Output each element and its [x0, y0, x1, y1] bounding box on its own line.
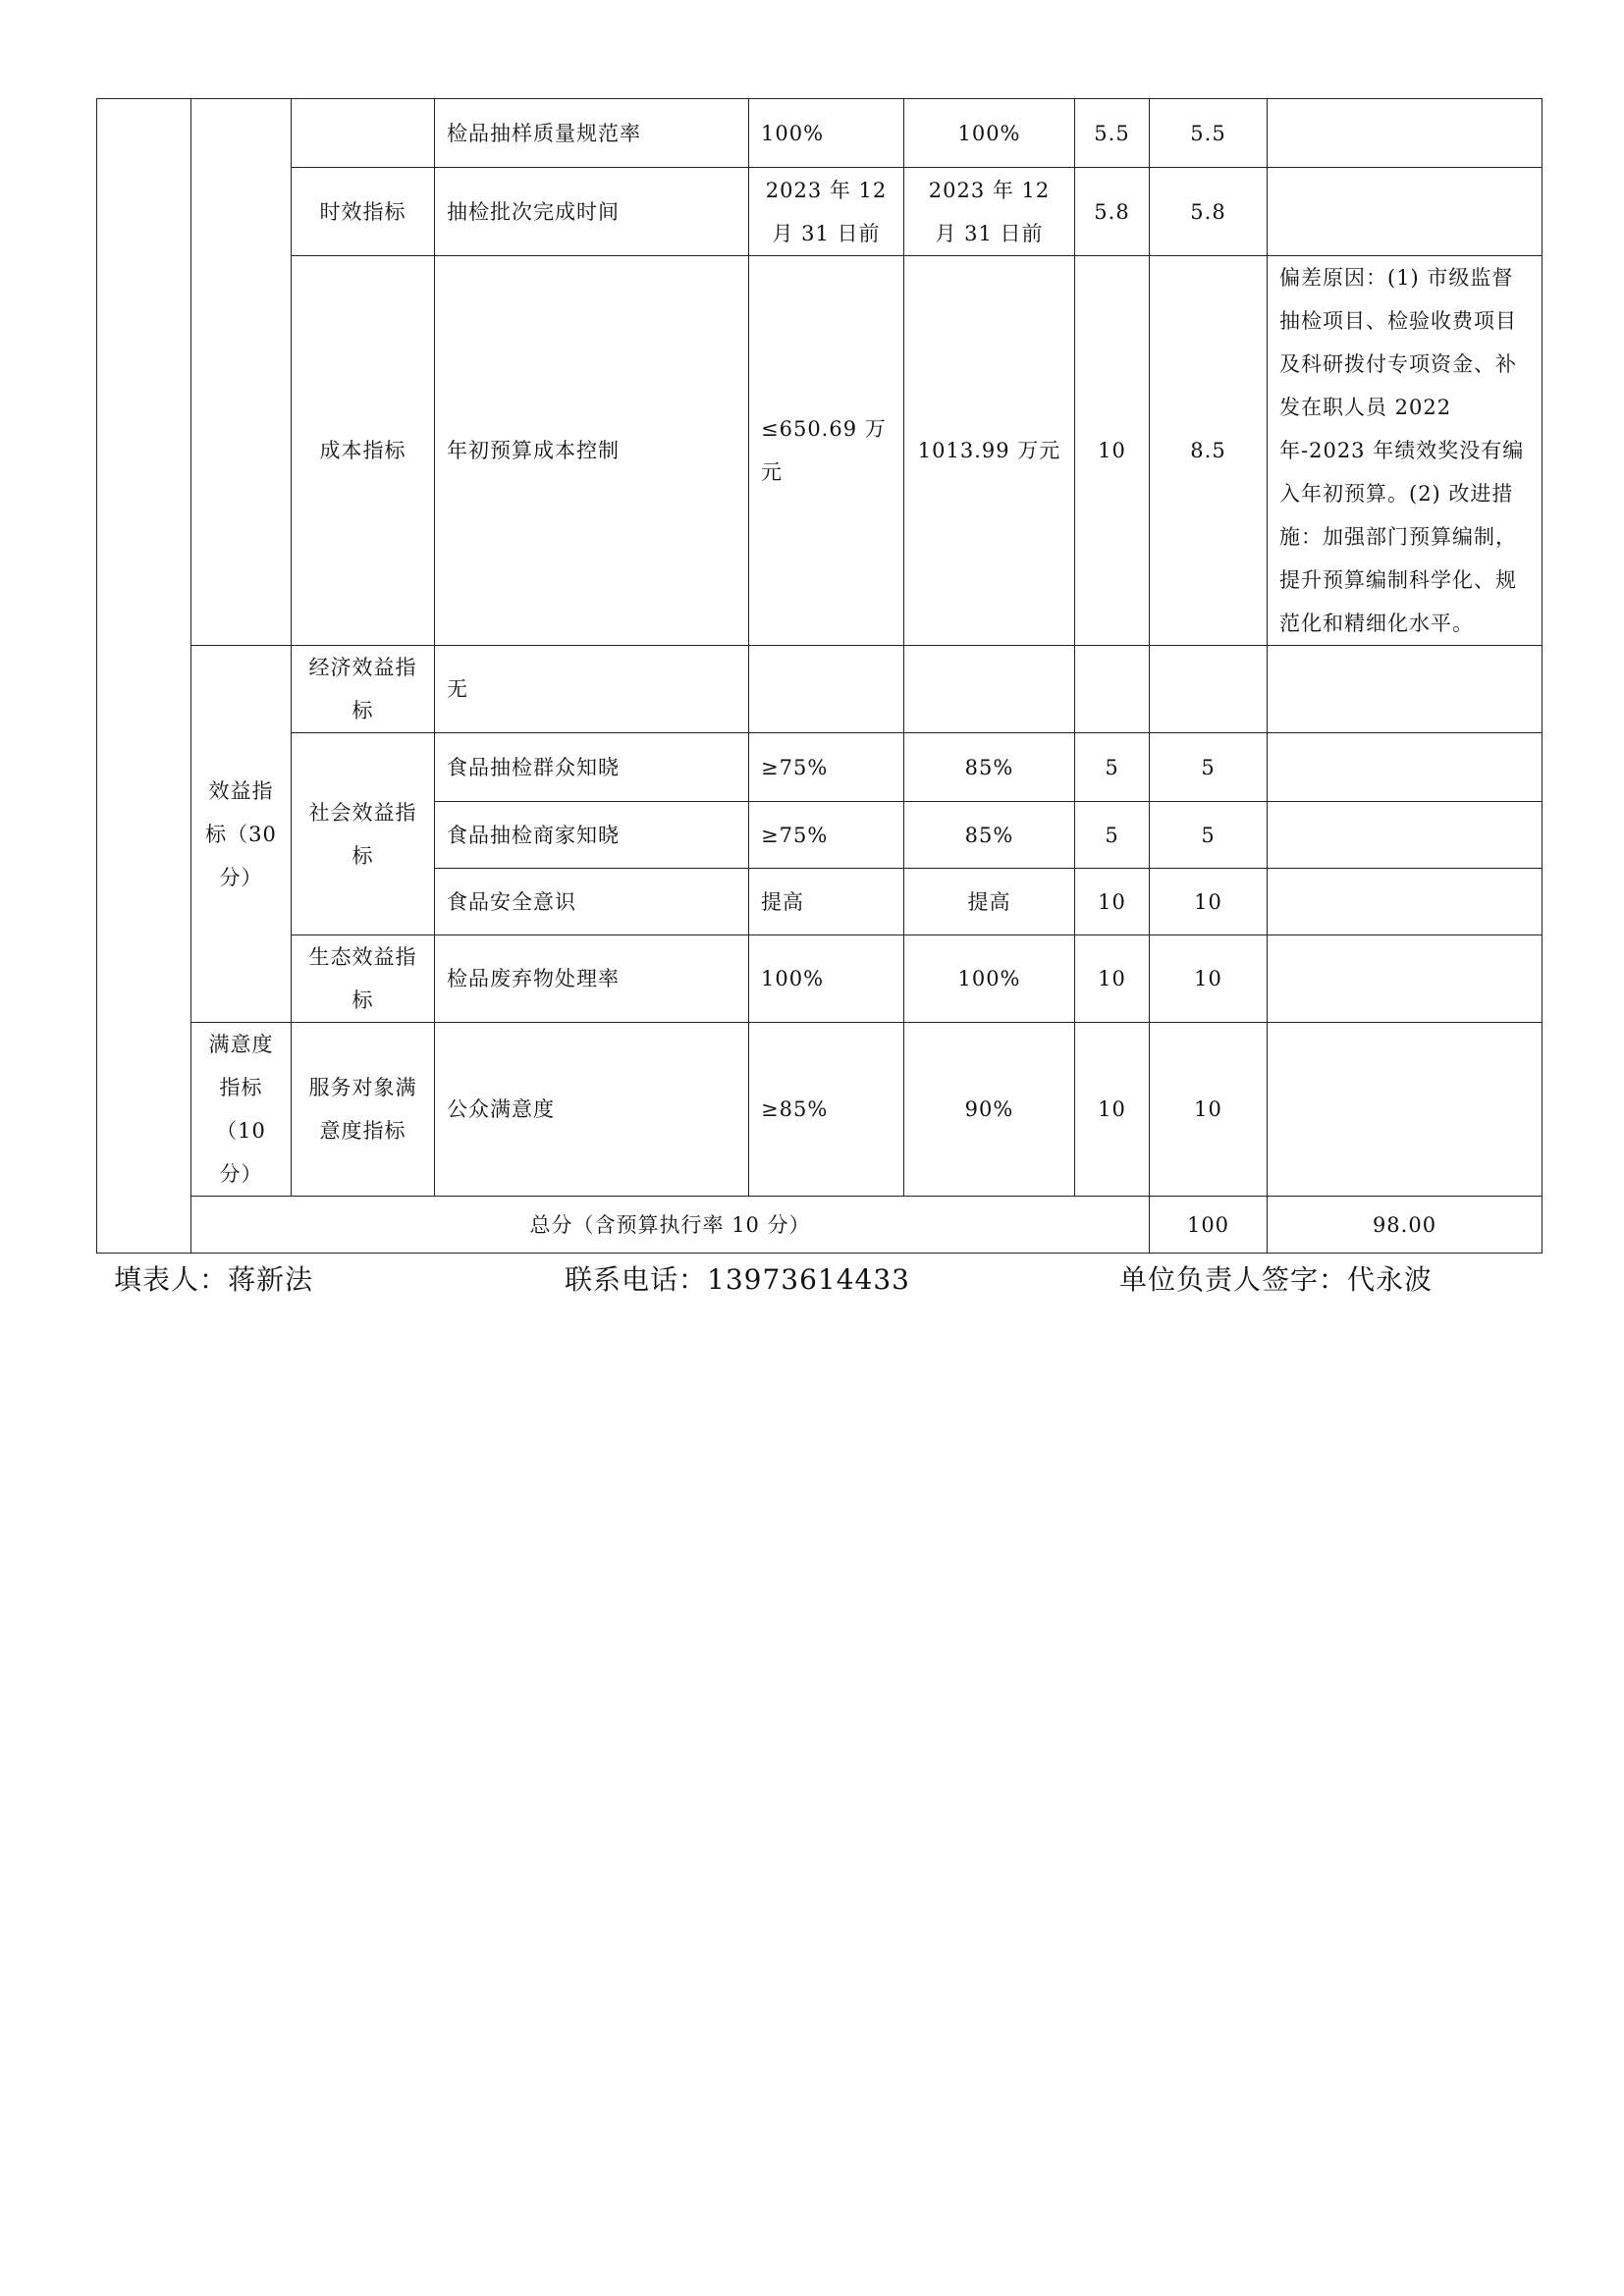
indicator-cell: 年初预算成本控制 — [435, 256, 749, 646]
table-row — [97, 99, 1543, 168]
note-cell — [1268, 646, 1543, 733]
sub-category-cell — [292, 99, 435, 168]
note-cell — [1268, 733, 1543, 802]
table-row — [97, 935, 1543, 1023]
sub-category-cell: 成本指标 — [292, 256, 435, 646]
contact-phone: 联系电话：13973614433 — [565, 1263, 910, 1296]
output-group-cell — [191, 99, 292, 646]
table-row — [97, 646, 1543, 733]
actual-cell: 2023 年 12 月 31 日前 — [904, 168, 1075, 256]
weight-cell: 10 — [1075, 935, 1150, 1023]
target-cell: ≥75% — [749, 733, 904, 802]
table-row — [97, 256, 1543, 646]
score-cell: 5.8 — [1150, 168, 1268, 256]
sub-category-cell: 社会效益指标 — [292, 733, 435, 935]
target-cell: ≤650.69 万元 — [749, 256, 904, 646]
table-row — [97, 1023, 1543, 1197]
indicator-cell: 无 — [435, 646, 749, 733]
weight-cell: 5 — [1075, 802, 1150, 869]
sub-category-cell: 经济效益指标 — [292, 646, 435, 733]
form-filler: 填表人：蒋新法 — [114, 1263, 314, 1296]
actual-cell: 100% — [904, 99, 1075, 168]
table-row — [97, 733, 1543, 802]
note-cell — [1268, 1023, 1543, 1197]
weight-cell: 10 — [1075, 1023, 1150, 1197]
target-cell: ≥85% — [749, 1023, 904, 1197]
total-score-cell: 98.00 — [1268, 1197, 1543, 1254]
sub-category-cell: 生态效益指标 — [292, 935, 435, 1023]
actual-cell: 85% — [904, 733, 1075, 802]
indicator-cell: 检品废弃物处理率 — [435, 935, 749, 1023]
weight-cell: 5.8 — [1075, 168, 1150, 256]
unit-leader-signature: 单位负责人签字：代永波 — [1119, 1263, 1434, 1296]
total-row — [97, 1197, 1543, 1254]
score-cell: 10 — [1150, 935, 1268, 1023]
target-cell: ≥75% — [749, 802, 904, 869]
weight-cell: 10 — [1075, 869, 1150, 935]
total-label-cell: 总分（含预算执行率 10 分） — [191, 1197, 1150, 1254]
weight-cell: 5 — [1075, 733, 1150, 802]
score-cell: 8.5 — [1150, 256, 1268, 646]
actual-cell: 100% — [904, 935, 1075, 1023]
indicator-cell: 公众满意度 — [435, 1023, 749, 1197]
target-cell: 100% — [749, 99, 904, 168]
target-cell: 提高 — [749, 869, 904, 935]
indicator-cell: 检品抽样质量规范率 — [435, 99, 749, 168]
performance-table — [96, 98, 1543, 1254]
actual-cell: 提高 — [904, 869, 1075, 935]
score-cell: 5 — [1150, 733, 1268, 802]
outer-blank-cell — [97, 99, 191, 1254]
weight-cell: 5.5 — [1075, 99, 1150, 168]
note-cell — [1268, 168, 1543, 256]
total-weight-cell: 100 — [1150, 1197, 1268, 1254]
actual-cell: 90% — [904, 1023, 1075, 1197]
score-cell — [1150, 646, 1268, 733]
weight-cell — [1075, 646, 1150, 733]
indicator-cell: 食品安全意识 — [435, 869, 749, 935]
actual-cell — [904, 646, 1075, 733]
indicator-cell: 食品抽检群众知晓 — [435, 733, 749, 802]
target-cell — [749, 646, 904, 733]
score-cell: 5.5 — [1150, 99, 1268, 168]
target-cell: 2023 年 12 月 31 日前 — [749, 168, 904, 256]
note-cell — [1268, 869, 1543, 935]
indicator-cell: 食品抽检商家知晓 — [435, 802, 749, 869]
note-cell — [1268, 99, 1543, 168]
weight-cell: 10 — [1075, 256, 1150, 646]
score-cell: 10 — [1150, 869, 1268, 935]
note-cell — [1268, 802, 1543, 869]
sub-category-cell: 时效指标 — [292, 168, 435, 256]
benefit-group-cell: 效益指标（30 分） — [191, 646, 292, 1023]
deviation-note-cell: 偏差原因：(1) 市级监督抽检项目、检验收费项目及科研拨付专项资金、补发在职人员 2022 年-2023 年绩效奖没有编入年初预算。(2) 改进措施：加强部门预算编制，提升预算编制科学化、规范化和精细化水平。 — [1268, 256, 1543, 646]
note-cell — [1268, 935, 1543, 1023]
actual-cell: 85% — [904, 802, 1075, 869]
satisfaction-group-cell: 满意度指标（10 分） — [191, 1023, 292, 1197]
target-cell: 100% — [749, 935, 904, 1023]
score-cell: 5 — [1150, 802, 1268, 869]
table-row — [97, 168, 1543, 256]
score-cell: 10 — [1150, 1023, 1268, 1197]
sub-category-cell: 服务对象满意度指标 — [292, 1023, 435, 1197]
indicator-cell: 抽检批次完成时间 — [435, 168, 749, 256]
actual-cell: 1013.99 万元 — [904, 256, 1075, 646]
